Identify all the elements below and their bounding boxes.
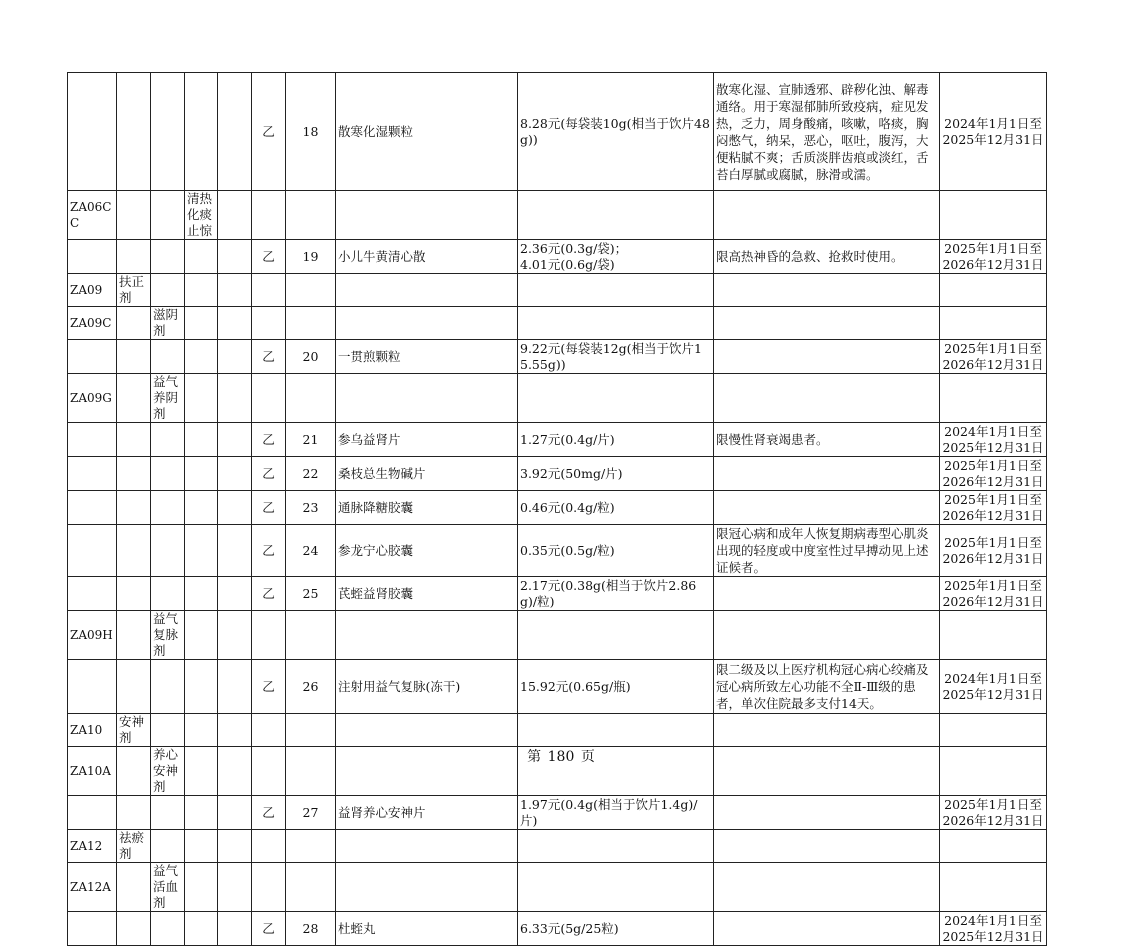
category-label: 益气养阴剂 bbox=[151, 374, 185, 423]
drug-row bbox=[68, 73, 1047, 191]
drug-name: 注射用益气复脉(冻干) bbox=[336, 660, 518, 714]
category-label: 益气复脉剂 bbox=[151, 611, 185, 660]
drug-number: 24 bbox=[286, 525, 336, 577]
drug-name: 益肾养心安神片 bbox=[336, 796, 518, 830]
category-row bbox=[68, 714, 1047, 747]
category-code: ZA09 bbox=[68, 274, 117, 307]
empty-cell bbox=[218, 912, 252, 946]
category-row bbox=[68, 830, 1047, 863]
drug-name: 杜蛭丸 bbox=[336, 912, 518, 946]
empty-cell bbox=[117, 240, 151, 274]
drug-remark: 限慢性肾衰竭患者。 bbox=[714, 423, 940, 457]
category-row bbox=[68, 191, 1047, 240]
validity-period bbox=[940, 796, 1047, 830]
empty-cell bbox=[518, 863, 714, 912]
drug-spec-price bbox=[518, 577, 714, 611]
category-row bbox=[68, 307, 1047, 340]
empty-cell bbox=[151, 796, 185, 830]
drug-class: 乙 bbox=[252, 423, 286, 457]
empty-cell bbox=[68, 240, 117, 274]
drug-name: 一贯煎颗粒 bbox=[336, 340, 518, 374]
empty-cell bbox=[117, 863, 151, 912]
drug-spec-price bbox=[518, 423, 714, 457]
drug-name: 通脉降糖胶囊 bbox=[336, 491, 518, 525]
drug-row bbox=[68, 240, 1047, 274]
drug-spec-price bbox=[518, 796, 714, 830]
validity-start: 2025年1月1日至 bbox=[944, 457, 1042, 473]
empty-cell bbox=[117, 577, 151, 611]
empty-cell bbox=[185, 340, 218, 374]
empty-cell bbox=[151, 274, 185, 307]
drug-row bbox=[68, 491, 1047, 525]
drug-spec-price bbox=[518, 73, 714, 191]
drug-row bbox=[68, 577, 1047, 611]
empty-cell bbox=[185, 912, 218, 946]
empty-cell bbox=[286, 191, 336, 240]
empty-cell bbox=[714, 611, 940, 660]
empty-cell bbox=[714, 830, 940, 863]
drug-number: 20 bbox=[286, 340, 336, 374]
empty-cell bbox=[117, 340, 151, 374]
page-prefix: 第 bbox=[527, 749, 542, 765]
page-suffix: 页 bbox=[580, 749, 595, 765]
drug-class: 乙 bbox=[252, 340, 286, 374]
drug-number: 25 bbox=[286, 577, 336, 611]
category-label: 扶正剂 bbox=[117, 274, 151, 307]
empty-cell bbox=[218, 714, 252, 747]
drug-row bbox=[68, 340, 1047, 374]
drug-spec-price bbox=[518, 491, 714, 525]
drug-remark: 限二级及以上医疗机构冠心病心绞痛及冠心病所致左心功能不全Ⅱ-Ⅲ级的患者，单次住院最多支付14天。 bbox=[714, 660, 940, 714]
empty-cell bbox=[151, 240, 185, 274]
validity-end: 2026年12月31日 bbox=[942, 550, 1044, 566]
validity-start: 2025年1月1日至 bbox=[944, 534, 1042, 550]
category-label: 安神剂 bbox=[117, 714, 151, 747]
empty-cell bbox=[336, 611, 518, 660]
empty-cell bbox=[151, 525, 185, 577]
category-row bbox=[68, 611, 1047, 660]
validity-end: 2025年12月31日 bbox=[942, 131, 1044, 147]
spec-line: 0.35元(0.5g/粒) bbox=[520, 542, 615, 558]
validity-period bbox=[940, 491, 1047, 525]
drug-class: 乙 bbox=[252, 73, 286, 191]
category-code: ZA10 bbox=[68, 714, 117, 747]
empty-cell bbox=[940, 274, 1047, 307]
validity-start: 2024年1月1日至 bbox=[944, 670, 1042, 686]
empty-cell bbox=[336, 714, 518, 747]
empty-cell bbox=[286, 307, 336, 340]
drug-number: 18 bbox=[286, 73, 336, 191]
validity-period bbox=[940, 423, 1047, 457]
empty-cell bbox=[252, 191, 286, 240]
drug-remark bbox=[714, 457, 940, 491]
validity-start: 2025年1月1日至 bbox=[944, 491, 1042, 507]
drug-remark: 限高热神昏的急救、抢救时使用。 bbox=[714, 240, 940, 274]
empty-cell bbox=[336, 830, 518, 863]
empty-cell bbox=[940, 863, 1047, 912]
empty-cell bbox=[151, 491, 185, 525]
empty-cell bbox=[336, 274, 518, 307]
validity-start: 2025年1月1日至 bbox=[944, 240, 1042, 256]
empty-cell bbox=[218, 374, 252, 423]
empty-cell bbox=[68, 491, 117, 525]
category-row bbox=[68, 863, 1047, 912]
drug-number: 23 bbox=[286, 491, 336, 525]
drug-remark: 散寒化湿、宣肺透邪、辟秽化浊、解毒通络。用于寒湿郁肺所致疫病，症见发热，乏力，周身酸痛，咳嗽，咯痰，胸闷憋气，纳呆，恶心，呕吐，腹泻，大便粘腻不爽；舌质淡胖齿痕或淡红，舌苔白厚腻或腐腻，脉滑或濡。 bbox=[714, 73, 940, 191]
drug-spec-price bbox=[518, 240, 714, 274]
spec-line: 9.22元(每袋装12g(相当于饮片15.55g)) bbox=[520, 340, 702, 372]
category-label: 清热化痰止惊 bbox=[185, 191, 218, 240]
empty-cell bbox=[185, 577, 218, 611]
empty-cell bbox=[117, 611, 151, 660]
empty-cell bbox=[117, 307, 151, 340]
empty-cell bbox=[252, 830, 286, 863]
empty-cell bbox=[714, 374, 940, 423]
drug-name: 芪蛭益肾胶囊 bbox=[336, 577, 518, 611]
spec-line: 15.92元(0.65g/瓶) bbox=[520, 678, 631, 694]
drug-remark bbox=[714, 912, 940, 946]
empty-cell bbox=[151, 340, 185, 374]
empty-cell bbox=[714, 274, 940, 307]
validity-start: 2025年1月1日至 bbox=[944, 796, 1042, 812]
spec-line: 8.28元(每袋装10g(相当于饮片48g)) bbox=[520, 115, 710, 147]
spec-line: 6.33元(5g/25粒) bbox=[520, 920, 619, 936]
empty-cell bbox=[218, 796, 252, 830]
empty-cell bbox=[286, 714, 336, 747]
empty-cell bbox=[185, 491, 218, 525]
empty-cell bbox=[218, 457, 252, 491]
drug-name: 桑枝总生物碱片 bbox=[336, 457, 518, 491]
drug-name: 散寒化湿颗粒 bbox=[336, 73, 518, 191]
empty-cell bbox=[714, 307, 940, 340]
table-body bbox=[68, 73, 1047, 946]
empty-cell bbox=[218, 73, 252, 191]
empty-cell bbox=[218, 274, 252, 307]
spec-line: 1.97元(0.4g(相当于饮片1.4g)/片) bbox=[520, 796, 698, 828]
drug-spec-price bbox=[518, 660, 714, 714]
drug-number: 26 bbox=[286, 660, 336, 714]
drug-row bbox=[68, 525, 1047, 577]
drug-class: 乙 bbox=[252, 491, 286, 525]
category-label: 养心安神剂 bbox=[151, 747, 185, 796]
drug-class: 乙 bbox=[252, 525, 286, 577]
drug-row bbox=[68, 912, 1047, 946]
validity-period bbox=[940, 340, 1047, 374]
empty-cell bbox=[940, 830, 1047, 863]
drug-class: 乙 bbox=[252, 240, 286, 274]
empty-cell bbox=[117, 912, 151, 946]
empty-cell bbox=[518, 374, 714, 423]
empty-cell bbox=[68, 423, 117, 457]
empty-cell bbox=[117, 796, 151, 830]
validity-period bbox=[940, 660, 1047, 714]
validity-start: 2024年1月1日至 bbox=[944, 423, 1042, 439]
spec-line: 0.46元(0.4g/粒) bbox=[520, 499, 615, 515]
empty-cell bbox=[286, 611, 336, 660]
validity-start: 2024年1月1日至 bbox=[944, 912, 1042, 928]
spec-line: 3.92元(50mg/片) bbox=[520, 465, 623, 481]
validity-period bbox=[940, 240, 1047, 274]
category-row bbox=[68, 274, 1047, 307]
empty-cell bbox=[68, 660, 117, 714]
empty-cell bbox=[518, 191, 714, 240]
empty-cell bbox=[68, 577, 117, 611]
empty-cell bbox=[940, 611, 1047, 660]
empty-cell bbox=[336, 863, 518, 912]
validity-period bbox=[940, 912, 1047, 946]
empty-cell bbox=[252, 611, 286, 660]
empty-cell bbox=[714, 863, 940, 912]
empty-cell bbox=[185, 863, 218, 912]
empty-cell bbox=[218, 830, 252, 863]
empty-cell bbox=[151, 714, 185, 747]
empty-cell bbox=[185, 525, 218, 577]
empty-cell bbox=[714, 191, 940, 240]
empty-cell bbox=[185, 714, 218, 747]
empty-cell bbox=[252, 374, 286, 423]
drug-number: 19 bbox=[286, 240, 336, 274]
drug-name: 参龙宁心胶囊 bbox=[336, 525, 518, 577]
validity-start: 2024年1月1日至 bbox=[944, 115, 1042, 131]
empty-cell bbox=[518, 830, 714, 863]
category-code: ZA06CC bbox=[68, 191, 117, 240]
empty-cell bbox=[151, 912, 185, 946]
empty-cell bbox=[151, 423, 185, 457]
drug-class: 乙 bbox=[252, 660, 286, 714]
category-label: 益气活血剂 bbox=[151, 863, 185, 912]
drug-remark: 限冠心病和成年人恢复期病毒型心肌炎出现的轻度或中度室性过早搏动见上述证候者。 bbox=[714, 525, 940, 577]
empty-cell bbox=[185, 73, 218, 191]
empty-cell bbox=[218, 307, 252, 340]
empty-cell bbox=[185, 240, 218, 274]
empty-cell bbox=[286, 374, 336, 423]
drug-catalog-table bbox=[67, 72, 1047, 946]
validity-start: 2025年1月1日至 bbox=[944, 340, 1042, 356]
empty-cell bbox=[185, 611, 218, 660]
category-label: 祛瘀剂 bbox=[117, 830, 151, 863]
empty-cell bbox=[518, 714, 714, 747]
drug-remark bbox=[714, 340, 940, 374]
validity-end: 2025年12月31日 bbox=[942, 439, 1044, 455]
empty-cell bbox=[336, 191, 518, 240]
category-code: ZA09H bbox=[68, 611, 117, 660]
empty-cell bbox=[218, 191, 252, 240]
validity-period bbox=[940, 73, 1047, 191]
empty-cell bbox=[185, 274, 218, 307]
category-code: ZA09C bbox=[68, 307, 117, 340]
empty-cell bbox=[68, 525, 117, 577]
empty-cell bbox=[218, 240, 252, 274]
empty-cell bbox=[68, 796, 117, 830]
empty-cell bbox=[518, 274, 714, 307]
empty-cell bbox=[185, 374, 218, 423]
empty-cell bbox=[286, 274, 336, 307]
empty-cell bbox=[185, 457, 218, 491]
page-value: 180 bbox=[547, 749, 575, 765]
drug-row bbox=[68, 660, 1047, 714]
empty-cell bbox=[252, 307, 286, 340]
empty-cell bbox=[218, 525, 252, 577]
spec-line: 4.01元(0.6g/袋) bbox=[520, 256, 615, 272]
drug-spec-price bbox=[518, 912, 714, 946]
empty-cell bbox=[151, 660, 185, 714]
empty-cell bbox=[68, 73, 117, 191]
drug-spec-price bbox=[518, 340, 714, 374]
empty-cell bbox=[218, 423, 252, 457]
empty-cell bbox=[68, 340, 117, 374]
empty-cell bbox=[286, 863, 336, 912]
drug-remark bbox=[714, 796, 940, 830]
validity-end: 2026年12月31日 bbox=[942, 473, 1044, 489]
empty-cell bbox=[151, 191, 185, 240]
validity-end: 2025年12月31日 bbox=[942, 928, 1044, 944]
category-code: ZA12A bbox=[68, 863, 117, 912]
validity-period bbox=[940, 577, 1047, 611]
empty-cell bbox=[185, 423, 218, 457]
drug-spec-price bbox=[518, 457, 714, 491]
category-code: ZA12 bbox=[68, 830, 117, 863]
empty-cell bbox=[336, 374, 518, 423]
empty-cell bbox=[714, 714, 940, 747]
empty-cell bbox=[940, 714, 1047, 747]
empty-cell bbox=[218, 863, 252, 912]
empty-cell bbox=[117, 525, 151, 577]
empty-cell bbox=[117, 73, 151, 191]
validity-end: 2026年12月31日 bbox=[942, 507, 1044, 523]
drug-remark bbox=[714, 577, 940, 611]
empty-cell bbox=[940, 374, 1047, 423]
drug-number: 28 bbox=[286, 912, 336, 946]
page-number bbox=[0, 746, 1122, 766]
empty-cell bbox=[185, 796, 218, 830]
empty-cell bbox=[218, 577, 252, 611]
drug-number: 27 bbox=[286, 796, 336, 830]
empty-cell bbox=[940, 191, 1047, 240]
drug-class: 乙 bbox=[252, 912, 286, 946]
drug-name: 小儿牛黄清心散 bbox=[336, 240, 518, 274]
category-code: ZA10A bbox=[68, 747, 117, 796]
empty-cell bbox=[185, 830, 218, 863]
drug-class: 乙 bbox=[252, 796, 286, 830]
empty-cell bbox=[218, 340, 252, 374]
drug-class: 乙 bbox=[252, 457, 286, 491]
drug-name: 参乌益肾片 bbox=[336, 423, 518, 457]
validity-period bbox=[940, 525, 1047, 577]
empty-cell bbox=[286, 830, 336, 863]
drug-spec-price bbox=[518, 525, 714, 577]
empty-cell bbox=[117, 491, 151, 525]
validity-start: 2025年1月1日至 bbox=[944, 577, 1042, 593]
empty-cell bbox=[185, 307, 218, 340]
empty-cell bbox=[940, 307, 1047, 340]
empty-cell bbox=[151, 830, 185, 863]
validity-end: 2026年12月31日 bbox=[942, 812, 1044, 828]
spec-line: 1.27元(0.4g/片) bbox=[520, 431, 615, 447]
validity-end: 2026年12月31日 bbox=[942, 593, 1044, 609]
validity-period bbox=[940, 457, 1047, 491]
category-code: ZA09G bbox=[68, 374, 117, 423]
category-row bbox=[68, 374, 1047, 423]
empty-cell bbox=[68, 457, 117, 491]
empty-cell bbox=[117, 191, 151, 240]
empty-cell bbox=[117, 423, 151, 457]
drug-row bbox=[68, 796, 1047, 830]
empty-cell bbox=[252, 714, 286, 747]
empty-cell bbox=[252, 863, 286, 912]
empty-cell bbox=[218, 611, 252, 660]
empty-cell bbox=[518, 611, 714, 660]
drug-number: 22 bbox=[286, 457, 336, 491]
validity-end: 2025年12月31日 bbox=[942, 686, 1044, 702]
empty-cell bbox=[218, 491, 252, 525]
empty-cell bbox=[117, 374, 151, 423]
validity-end: 2026年12月31日 bbox=[942, 356, 1044, 372]
empty-cell bbox=[151, 577, 185, 611]
empty-cell bbox=[336, 307, 518, 340]
spec-line: 2.17元(0.38g(相当于饮片2.86g)/粒) bbox=[520, 577, 697, 609]
empty-cell bbox=[151, 457, 185, 491]
empty-cell bbox=[151, 73, 185, 191]
drug-remark bbox=[714, 491, 940, 525]
empty-cell bbox=[117, 660, 151, 714]
empty-cell bbox=[218, 660, 252, 714]
empty-cell bbox=[252, 274, 286, 307]
empty-cell bbox=[117, 457, 151, 491]
empty-cell bbox=[518, 307, 714, 340]
drug-row bbox=[68, 457, 1047, 491]
drug-row bbox=[68, 423, 1047, 457]
validity-end: 2026年12月31日 bbox=[942, 256, 1044, 272]
drug-number: 21 bbox=[286, 423, 336, 457]
empty-cell bbox=[68, 912, 117, 946]
spec-line: 2.36元(0.3g/袋)； bbox=[520, 240, 628, 256]
empty-cell bbox=[185, 660, 218, 714]
drug-class: 乙 bbox=[252, 577, 286, 611]
category-label: 滋阴剂 bbox=[151, 307, 185, 340]
